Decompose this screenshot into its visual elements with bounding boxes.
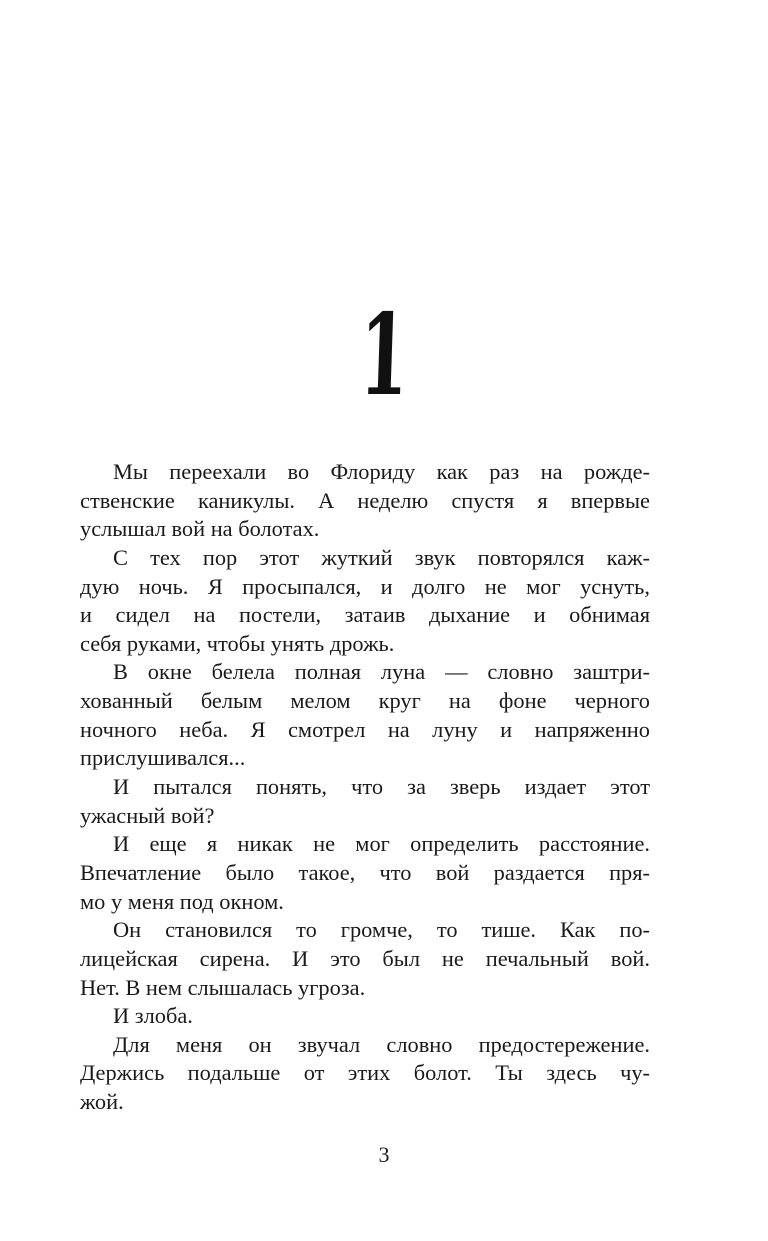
text-line: жой. — [80, 1089, 124, 1115]
text-line: лицейская сирена. И это был не печальный вой. — [80, 945, 650, 971]
text-line: Он становился то громче, то тише. Как по- — [113, 917, 650, 943]
paragraph — [80, 916, 650, 1002]
text-line: И еще я никак не мог определить расстояние. — [113, 831, 650, 857]
text-line: прислушивался... — [80, 745, 246, 771]
text-line: И пытался понять, что за зверь издает этот — [113, 774, 650, 800]
text-line: услышал вой на болотах. — [80, 516, 320, 542]
text-line: Впечатление было такое, что вой раздается пря- — [80, 859, 650, 885]
text-line: ужасный вой? — [80, 802, 215, 828]
page-number: 3 — [378, 1142, 390, 1167]
paragraph — [80, 458, 650, 544]
text-line: мо у меня под окном. — [80, 888, 284, 914]
text-line: Для меня он звучал словно предостережение. — [113, 1031, 650, 1057]
paragraph — [80, 830, 650, 916]
text-line: и сидел на постели, затаив дыхание и обнимая — [80, 602, 650, 628]
text-line: Держись подальше от этих болот. Ты здесь чу- — [80, 1060, 650, 1086]
text-line: В окне белела полная луна — словно заштри- — [113, 659, 650, 685]
text-line: И злоба. — [113, 1003, 193, 1029]
text-line: ственские каникулы. А неделю спустя я впервые — [80, 487, 650, 513]
paragraph — [80, 544, 650, 659]
text-line: Нет. В нем слышалась угроза. — [80, 974, 366, 1000]
paragraph — [80, 658, 650, 773]
paragraph — [80, 1002, 650, 1031]
chapter-number: 1 — [357, 290, 411, 421]
text-line: С тех пор этот жуткий звук повторялся каж- — [113, 544, 650, 570]
text-line: ночного неба. Я смотрел на луну и напряженно — [80, 716, 650, 742]
paragraph — [80, 773, 650, 830]
text-line: себя руками, чтобы унять дрожь. — [80, 630, 395, 656]
text-line: хованный белым мелом круг на фоне черного — [80, 688, 650, 714]
body-text — [80, 458, 650, 1117]
text-line: Мы переехали во Флориду как раз на рожде- — [113, 459, 650, 484]
text-line: дую ночь. Я просыпался, и долго не мог уснуть, — [80, 573, 650, 599]
paragraph — [80, 1031, 650, 1117]
